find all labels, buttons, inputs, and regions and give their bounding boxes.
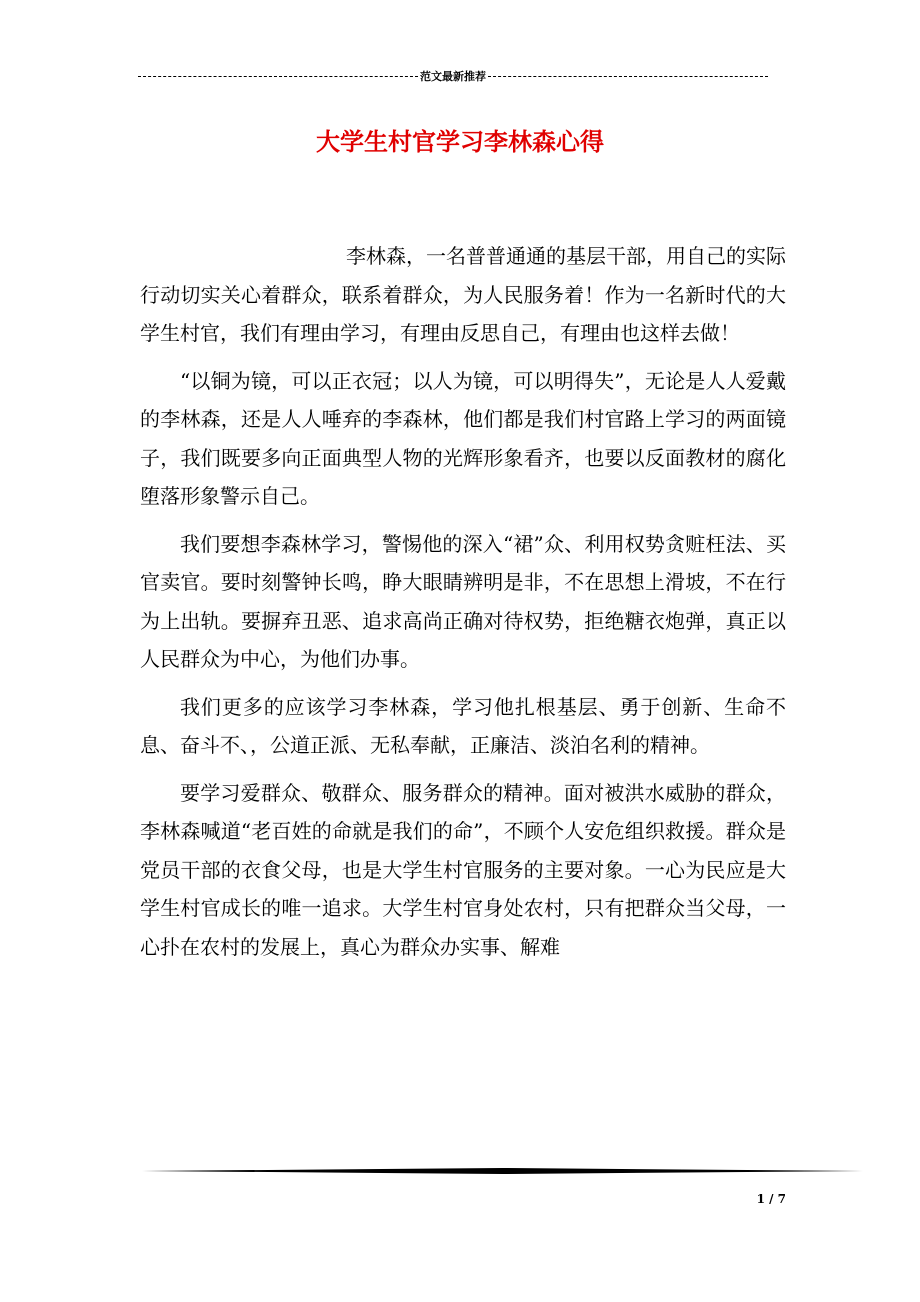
header-label: 范文最新推荐 bbox=[420, 70, 486, 83]
body-paragraph: 要学习爱群众、敬群众、服务群众的精神。面对被洪水威胁的群众，李林森喊道“老百姓的命就是我们的命”，不顾个人安危组织救援。群众是党员干部的衣食父母，也是大学生村官服务的主要对象。一心为民应是大学生村官成长的唯一追求。大学生村官身处农村，只有把群众当父母，一心扑在农村的发展上，真心为群众办实事、解难 bbox=[140, 780, 786, 959]
document-title: 大学生村官学习李林森心得 bbox=[316, 127, 604, 156]
page-header bbox=[138, 66, 768, 86]
body-paragraph: “以铜为镜，可以正衣冠；以人为镜，可以明得失”，无论是人人爱戴的李林森，还是人人唾弃的李森林，他们都是我们村官路上学习的两面镜子，我们既要多向正面典型人物的光辉形象看齐，也要以反面教材的腐化堕落形象警示自己。 bbox=[140, 368, 786, 508]
footer-rule bbox=[142, 1168, 863, 1174]
page-number: 1 / 7 bbox=[756, 1192, 786, 1206]
document-body bbox=[140, 237, 786, 975]
body-paragraph: 我们要想李森林学习，警惕他的深入“裙”众、利用权势贪赃枉法、买官卖官。要时刻警钟长鸣，睁大眼睛辨明是非，不在思想上滑坡，不在行为上出轨。要摒弃丑恶、追求高尚正确对待权势，拒绝糖衣炮弹，真正以人民群众为中心，为他们办事。 bbox=[140, 531, 786, 671]
body-paragraph: 李林森，一名普普通通的基层干部，用自己的实际行动切实关心着群众，联系着群众，为人民服务着！作为一名新时代的大学生村官，我们有理由学习，有理由反思自己，有理由也这样去做！ bbox=[140, 244, 786, 345]
header-dashed-rule-right bbox=[488, 76, 768, 77]
header-dashed-rule-left bbox=[138, 76, 418, 77]
body-paragraph: 我们更多的应该学习李林森，学习他扎根基层、勇于创新、生命不息、奋斗不、，公道正派、无私奉献，正廉洁、淡泊名利的精神。 bbox=[140, 694, 786, 757]
